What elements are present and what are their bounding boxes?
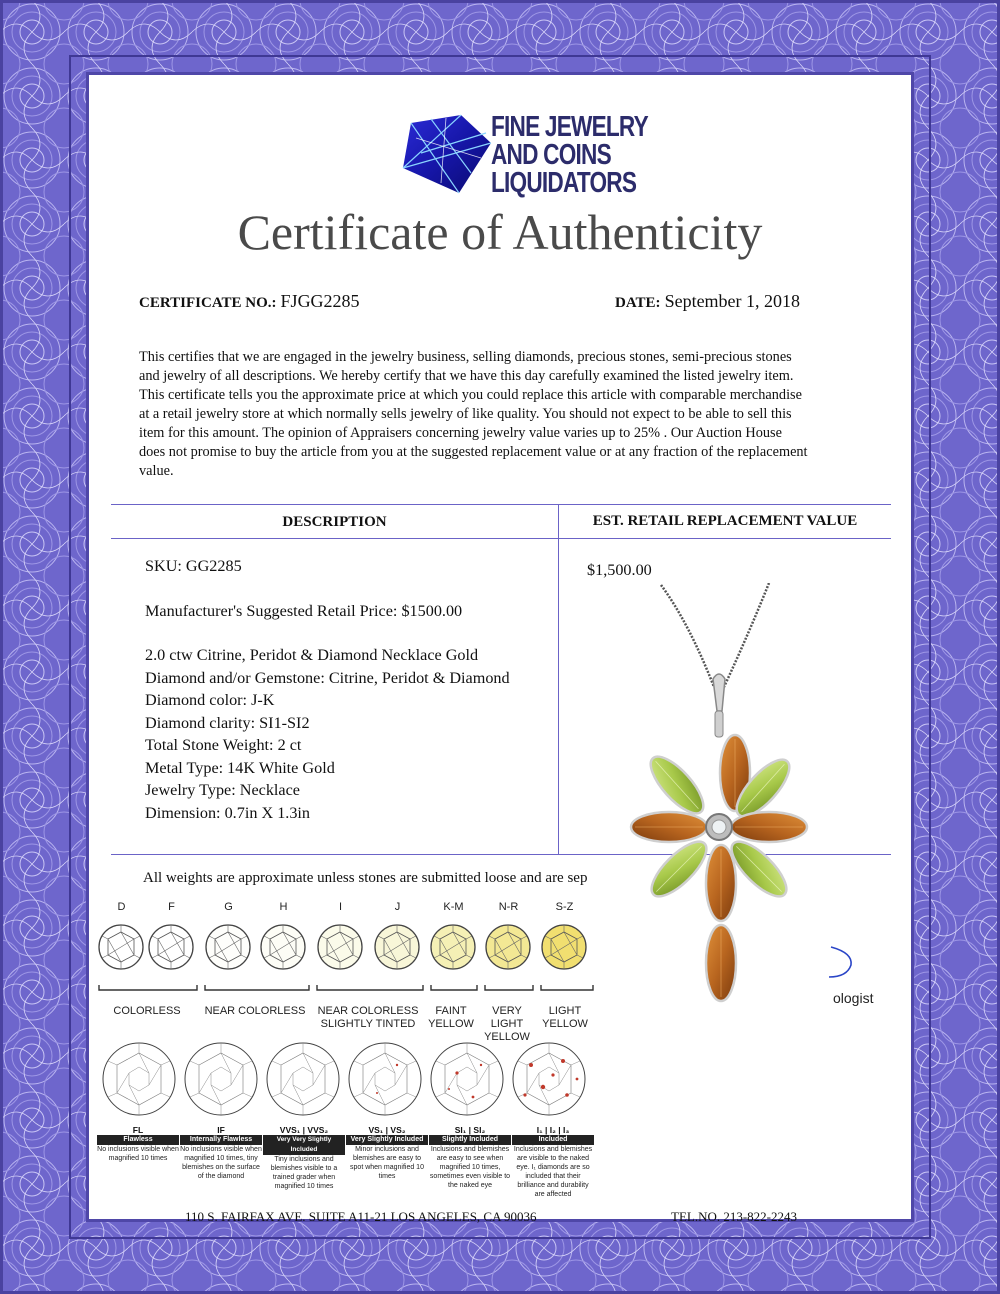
logo-line-1: FINE JEWELRY [491,111,648,143]
clarity-desc: Inclusions and blemishes are easy to see when magnified 10 times, sometimes even visible to the naked eye [429,1146,511,1189]
color-category-line: YELLOW [428,1018,474,1030]
detail-line: Dimension: 0.7in X 1.3in [145,803,311,822]
intro-line: value. [139,463,174,479]
color-diamond-g [206,925,250,969]
color-diamond-i [318,925,362,969]
clarity-code: SI₁ | SI₂ [454,1125,486,1135]
clarity-desc: Tiny inclusions and blemishes visible to a trained grader when magnified 10 times [270,1156,338,1190]
color-diamond-h [261,925,305,969]
color-diamond-d [99,925,143,969]
clarity-grade [263,1125,345,1191]
color-diamond-row [93,919,603,975]
color-category-line: VERY LIGHT [490,1005,524,1030]
detail-line: Metal Type: 14K White Gold [145,758,335,777]
certificate-number-label: CERTIFICATE NO.: [139,295,277,311]
color-category-brackets [97,983,597,997]
color-category-line: YELLOW [542,1018,588,1030]
intro-line: and jewelry of all descriptions. We hereby certify that we have this day carefully examined the listed jewelry item. [139,368,794,384]
color-diamond-j [375,925,419,969]
detail-line: Jewelry Type: Necklace [145,781,300,799]
logo-line-2: AND COINS [491,139,611,171]
color-category [425,1005,477,1031]
color-grade-label: F [168,901,175,913]
color-category-line: NEAR COLORLESS [204,1005,306,1017]
table-header-rule [111,538,891,539]
clarity-name: Internally Flawless [180,1135,262,1145]
color-category-line: COLORLESS [113,1005,181,1017]
color-grade-scale [93,901,605,1051]
clarity-diamond-vs [349,1043,421,1115]
clarity-grade [346,1125,428,1181]
color-category-line: NEAR COLORLESS [317,1005,419,1017]
intro-line: item for this amount. The opinion of Appraisers concerning jewelry value varies up to 25% . Our Auction House [139,425,782,441]
clarity-desc: Minor inclusions and blemishes are easy to spot when magnified 10 times [350,1146,424,1180]
intro-line: This certifies that we are engaged in the jewelry business, selling diamonds, precious stones, semi-precious stones [139,349,792,365]
value-column-header: EST. RETAIL REPLACEMENT VALUE [592,513,858,529]
intro-line: does not promise to buy the article from you at the suggested replacement value or at any fraction of the replacement [139,444,808,460]
color-grade-label: H [279,901,288,913]
description-body [145,555,555,824]
logo-text [491,113,648,197]
color-grade-label: K-M [443,901,464,913]
clarity-code: VVS₁ | VVS₂ [279,1125,329,1135]
color-category [313,1005,423,1031]
clarity-grade [180,1125,262,1181]
page-title: Certificate of Authenticity [237,204,763,260]
color-grade-label: N-R [498,901,519,913]
replacement-value: $1,500.00 [587,561,652,579]
clarity-grade [97,1125,179,1163]
description-column-header: DESCRIPTION [282,514,387,530]
table-top-rule [111,504,891,505]
color-grade-label: J [394,901,401,913]
clarity-diamond-if [185,1043,257,1115]
color-diamond-sz [542,925,586,969]
color-category [539,1005,591,1031]
clarity-diamond-row [97,1035,597,1131]
color-grade-label: G [224,901,233,913]
clarity-diamond-vvs [267,1043,339,1115]
clarity-code: VS₁ | VS₂ [368,1125,406,1135]
certificate-number-value: FJGG2285 [280,291,360,311]
clarity-name: Flawless [97,1135,179,1145]
clarity-name: Slightly Included [429,1135,511,1145]
clarity-code: IF [217,1125,225,1135]
detail-line: Total Stone Weight: 2 ct [145,736,302,754]
clarity-grade [429,1125,511,1190]
color-grade-label: S-Z [555,901,574,913]
date-value: September 1, 2018 [664,291,801,311]
clarity-diamond-i [513,1043,585,1115]
clarity-desc: No inclusions visible when magnified 10 times, tiny blemishes on the surface of the diamond [180,1146,262,1180]
weights-note: All weights are approximate unless stones are submitted loose and are sep [143,870,588,886]
color-diamond-km [431,925,475,969]
color-grade-label: I [338,901,343,913]
logo-gem-icon [401,113,493,195]
footer-address: 110 S. FAIRFAX AVE. SUITE A11-21 LOS ANGELES, CA 90036 [185,1209,537,1224]
intro-paragraph [139,348,899,481]
msrp: Manufacturer's Suggested Retail Price: $1500.00 [145,601,463,620]
color-category [97,1005,197,1018]
certificate-date [615,291,800,312]
clarity-code: FL [132,1125,144,1135]
clarity-code: I₁ | I₂ | I₃ [536,1125,570,1135]
certificate-panel [86,72,914,1222]
footer-phone: TEL.NO. 213-822-2243 [671,1209,798,1224]
detail-line: 2.0 ctw Citrine, Peridot & Diamond Necklace Gold [145,646,479,664]
detail-line: Diamond and/or Gemstone: Citrine, Peridot & Diamond [145,668,510,687]
clarity-grade [512,1125,594,1199]
clarity-desc: No inclusions visible when magnified 10 times [97,1146,179,1162]
color-category-line: FAINT [435,1005,467,1017]
intro-line: at a retail jewelry store at which normally sells jewelry of like quality. You should not expect to be able to sell this [139,406,792,422]
table-column-divider [558,504,559,854]
clarity-scale [97,1125,597,1219]
intro-line: This certificate tells you the approximate price at which you could replace this article with comparable merchandise [139,387,802,403]
clarity-name: Very Very Slightly Included [263,1135,345,1155]
color-category-line: YELLOW [484,1031,530,1043]
clarity-name: Included [512,1135,594,1145]
clarity-desc: Inclusions and blemishes are visible to the naked eye. I₁ diamonds are so included that their brilliance and durability are affected [513,1146,593,1198]
color-category-line: SLIGHTLY TINTED [320,1018,416,1030]
color-category [201,1005,309,1018]
color-grade-label: D [117,901,126,913]
clarity-diamond-fl [103,1043,175,1115]
color-diamond-nr [486,925,530,969]
detail-line: Diamond clarity: SI1-SI2 [145,713,310,732]
sku: SKU: GG2285 [145,557,242,575]
date-label: DATE: [615,295,661,311]
pendant-image [609,583,837,1019]
color-category-line: LIGHT [548,1005,582,1017]
clarity-name: Very Slightly Included [346,1135,428,1145]
certificate-number [139,291,360,312]
logo-line-3: LIQUIDATORS [491,167,637,199]
clarity-diamond-si [431,1043,503,1115]
detail-line: Diamond color: J-K [145,691,275,709]
color-diamond-f [149,925,193,969]
gemologist-label: ologist [833,990,874,1006]
